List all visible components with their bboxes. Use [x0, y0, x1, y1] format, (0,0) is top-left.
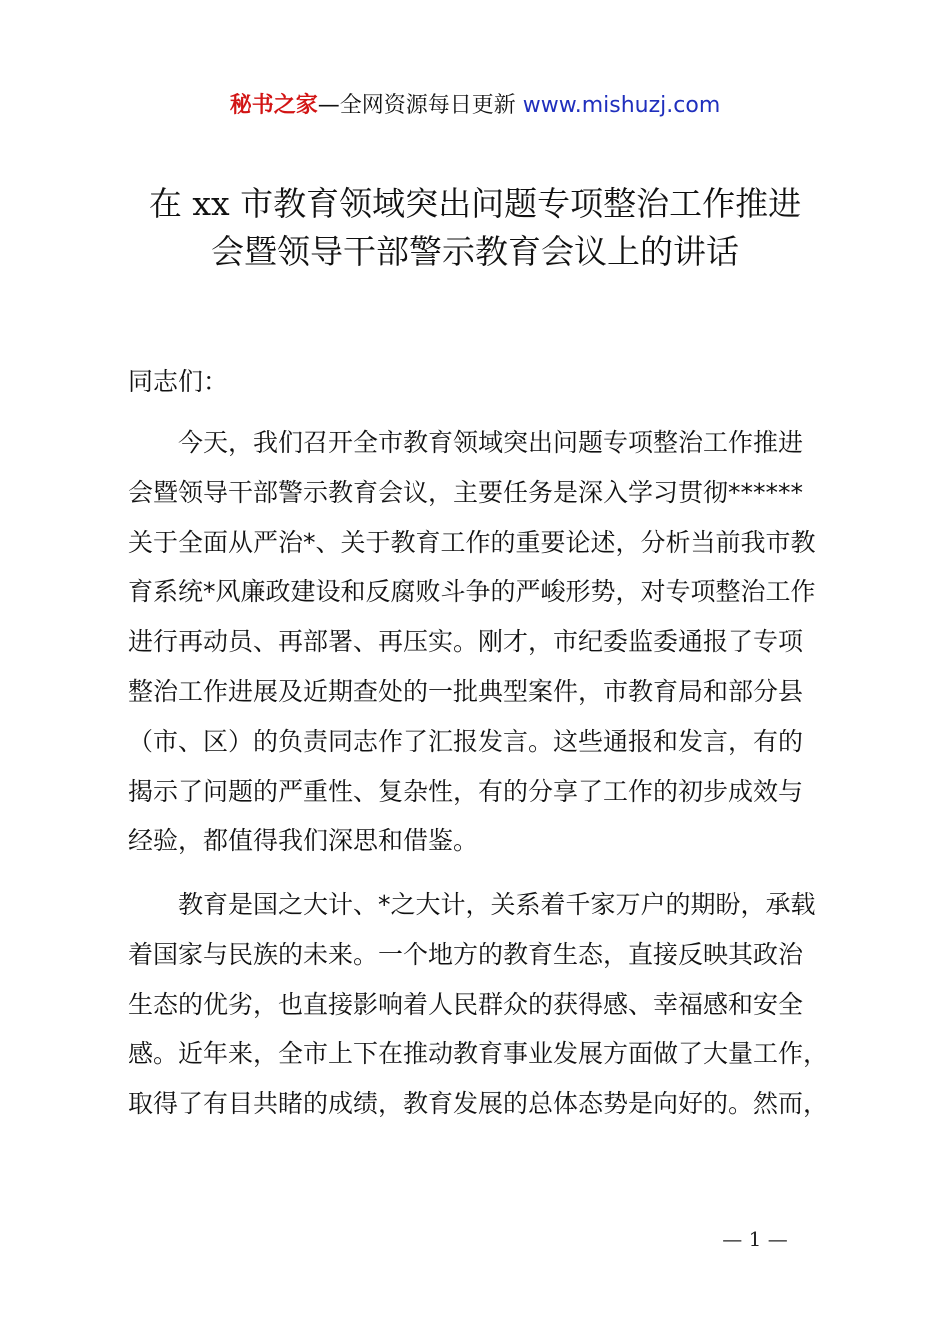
paragraph-line: 会暨领导干部警示教育会议，主要任务是深入学习贯彻****** — [128, 477, 804, 507]
paragraph-line: 揭示了问题的严重性、复杂性，有的分享了工作的初步成效与 — [128, 776, 804, 806]
salutation: 同志们： — [128, 367, 229, 396]
paragraph-1 — [128, 418, 868, 866]
header-tagline: —全网资源每日更新 — [317, 93, 523, 118]
paragraph-line: 育系统*风廉政建设和反腐败斗争的严峻形势，对专项整治工作 — [128, 577, 816, 607]
paragraph-line: 教育是国之大计、*之大计，关系着千家万户的期盼，承载 — [178, 890, 816, 919]
site-url-link[interactable]: www.mishuzj.com — [522, 93, 721, 118]
paragraph-line: （市、区）的负责同志作了汇报发言。这些通报和发言，有的 — [128, 726, 804, 756]
paragraph-line: 生态的优劣，也直接影响着人民群众的获得感、幸福感和安全 — [128, 989, 804, 1019]
site-header-banner — [0, 88, 950, 124]
page-number: — 1 — — [722, 1227, 788, 1251]
paragraph-line: 经验，都值得我们深思和借鉴。 — [128, 826, 479, 856]
paragraph-line: 今天，我们召开全市教育领域突出问题专项整治工作推进 — [178, 428, 804, 457]
paragraph-line: 取得了有目共睹的成绩，教育发展的总体态势是向好的。然而， — [128, 1089, 829, 1119]
document-title — [60, 180, 890, 276]
paragraph-line: 整治工作进展及近期查处的一批典型案件，市教育局和部分县 — [128, 676, 804, 706]
paragraph-line: 关于全面从严治*、关于教育工作的重要论述，分析当前我市教 — [128, 527, 816, 557]
paragraph-line: 着国家与民族的未来。一个地方的教育生态，直接反映其政治 — [128, 939, 804, 969]
title-line-2: 会暨领导干部警示教育会议上的讲话 — [211, 232, 739, 271]
title-placeholder-xx: xx — [192, 184, 230, 223]
paragraph-line: 感。近年来，全市上下在推动教育事业发展方面做了大量工作， — [128, 1039, 829, 1069]
paragraph-line: 进行再动员、再部署、再压实。刚才，市纪委监委通报了专项 — [128, 627, 804, 657]
title-line-1: 在 xx 市教育领域突出问题专项整治工作推进 — [148, 184, 802, 223]
paragraph-2 — [128, 880, 868, 1129]
brand-name: 秘书之家 — [229, 93, 318, 118]
